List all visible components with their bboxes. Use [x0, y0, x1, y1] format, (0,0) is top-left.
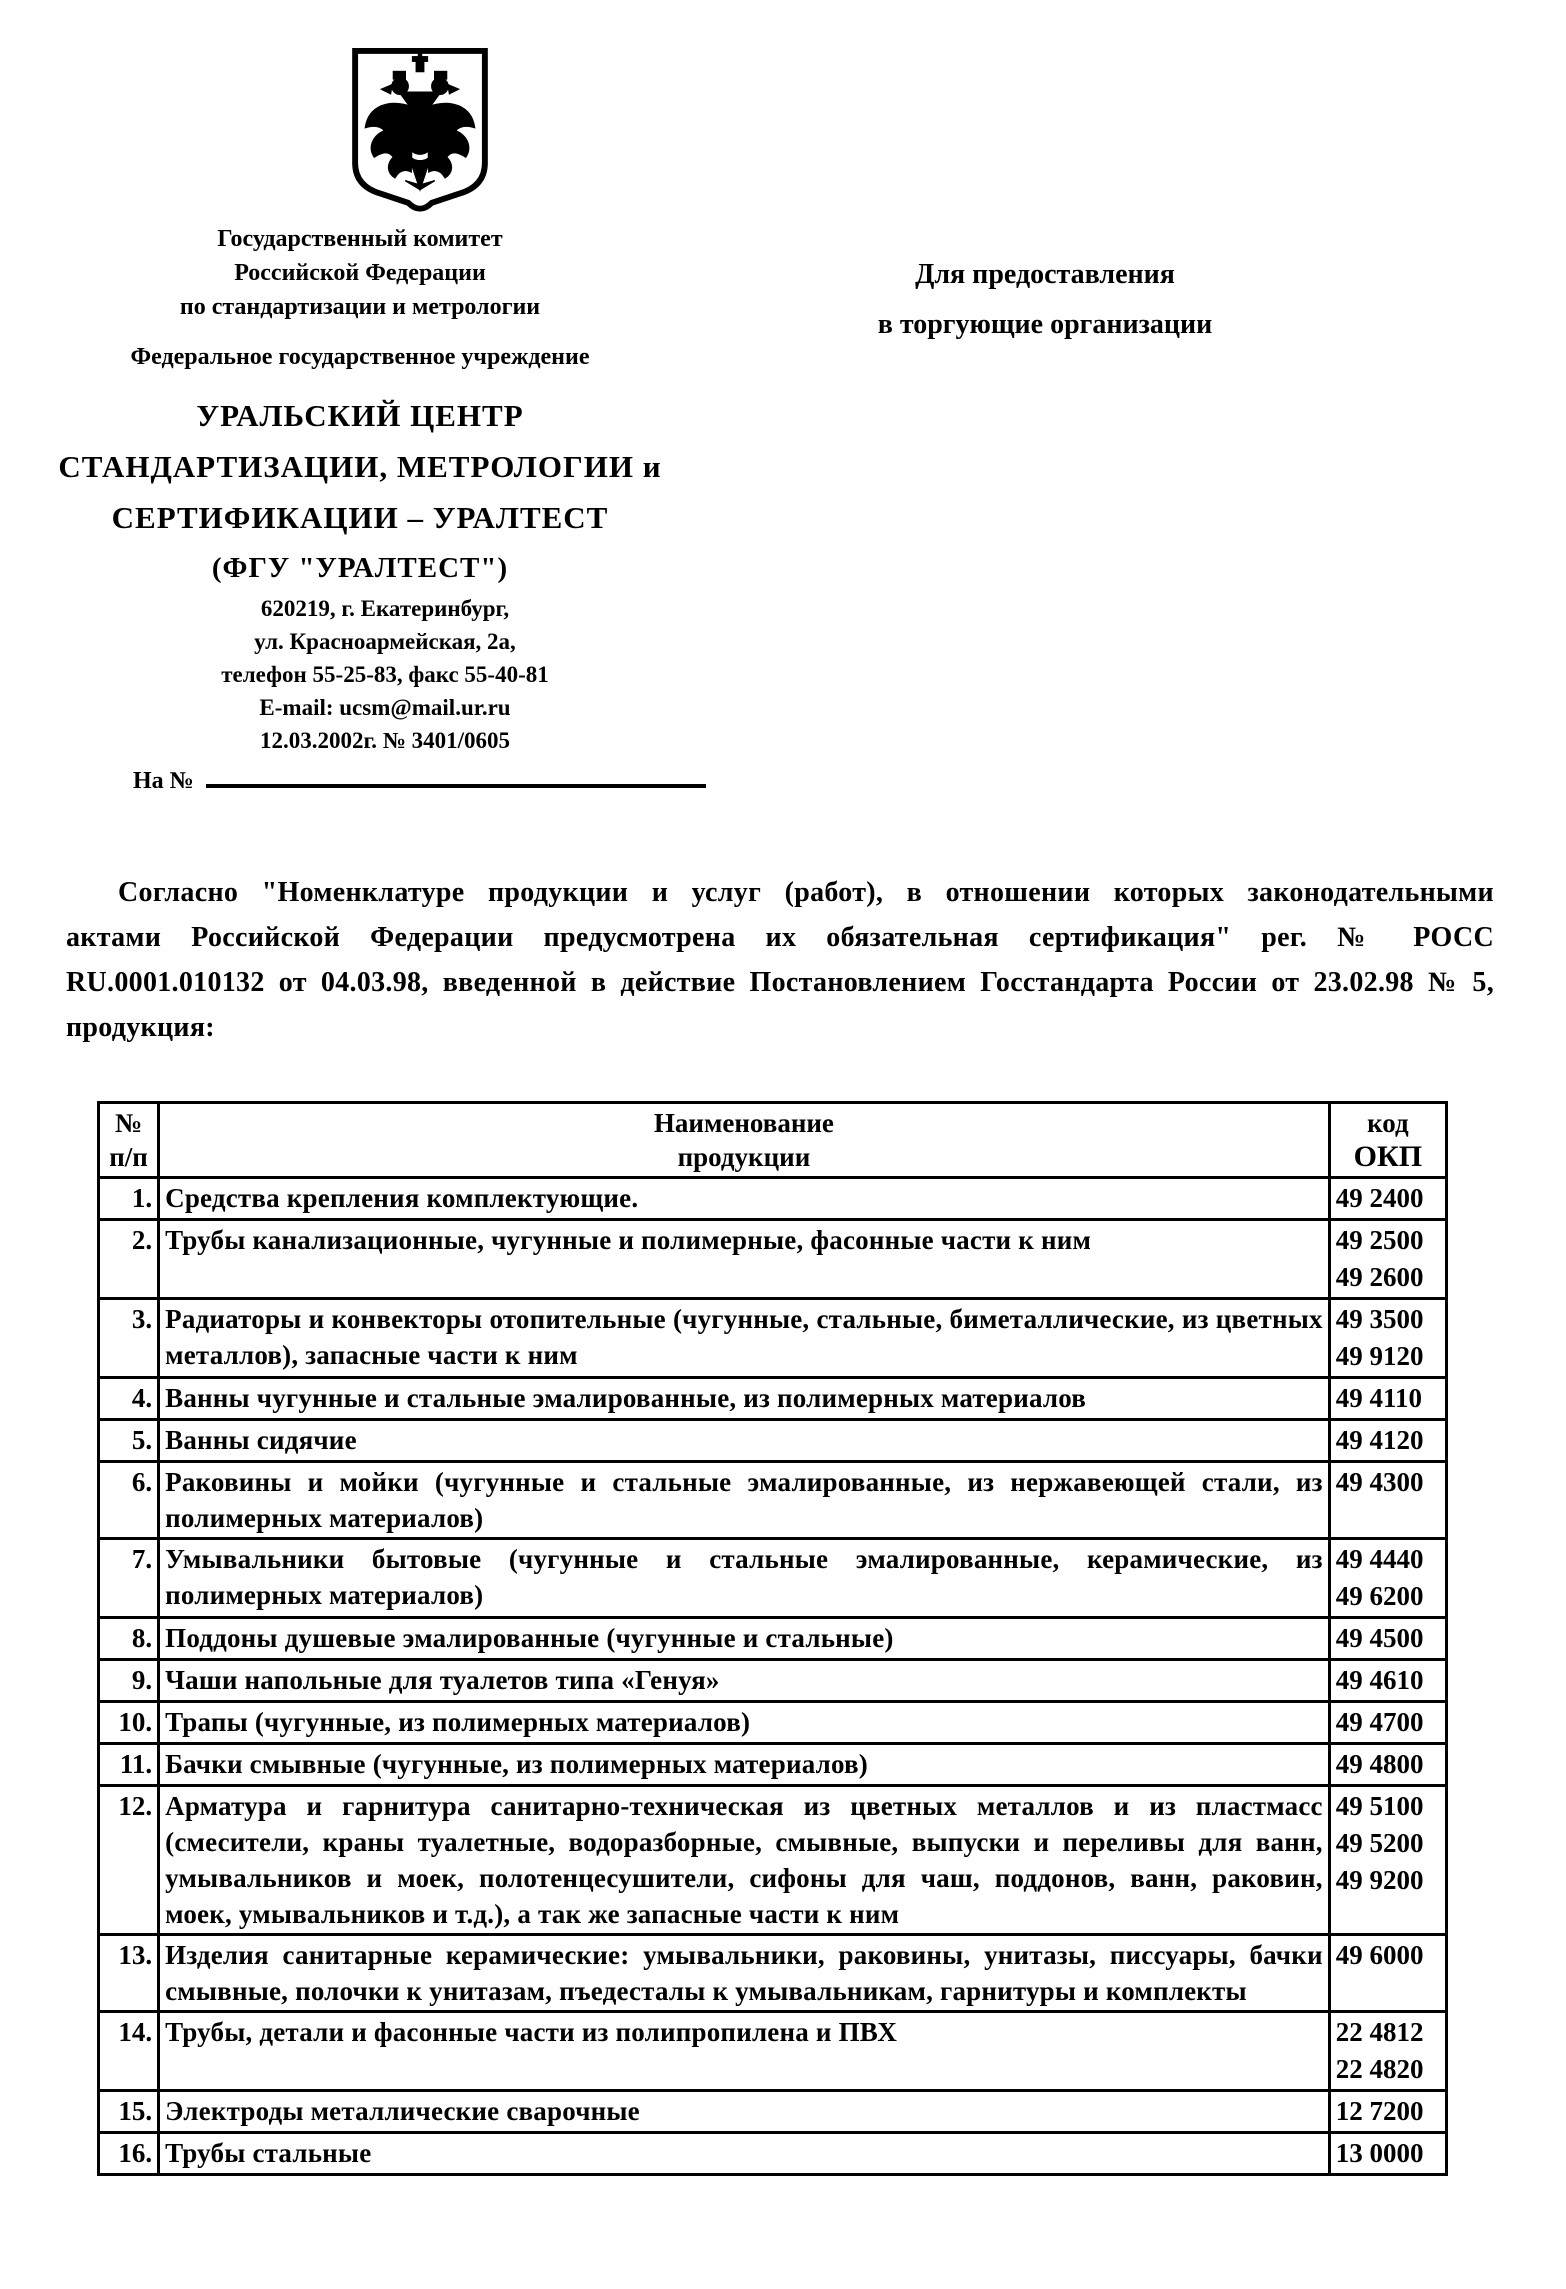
okp-code: 49 4440: [1335, 1544, 1424, 1574]
product-name: Умывальники бытовые (чугунные и стальные эмалированные, керамические, из полимерных материалов): [159, 1539, 1330, 1618]
header-code-line: ОКП: [1353, 1140, 1423, 1173]
table-row: [99, 1178, 1447, 1220]
okp-codes: [1329, 1378, 1446, 1420]
header-name-line: продукции: [677, 1142, 811, 1172]
okp-codes: [1329, 1220, 1446, 1299]
okp-code: 49 2600: [1335, 1262, 1424, 1292]
reference-label: На №: [133, 768, 194, 794]
product-name: Изделия санитарные керамические: умывальники, раковины, унитазы, писсуары, бачки смывные, полочки к унитазам, пъедесталы к умывальникам, гарнитуры и комплекты: [159, 1935, 1330, 2012]
table-row: [99, 2012, 1447, 2091]
org-name-line: УРАЛЬСКИЙ ЦЕНТР: [196, 398, 524, 433]
org-name-line: СЕРТИФИКАЦИИ – УРАЛТЕСТ: [111, 500, 609, 535]
row-number: 1.: [99, 1178, 159, 1220]
header-name-line: Наименование: [653, 1108, 834, 1138]
okp-code: 49 4300: [1335, 1467, 1424, 1497]
okp-code: 49 2400: [1335, 1183, 1424, 1213]
product-name: Чаши напольные для туалетов типа «Генуя»: [159, 1660, 1330, 1702]
okp-code: 49 4500: [1335, 1623, 1424, 1653]
table-row: [99, 1462, 1447, 1539]
table-row: [99, 1660, 1447, 1702]
committee-name: [60, 222, 660, 324]
okp-codes: [1329, 1618, 1446, 1660]
product-name: Арматура и гарнитура санитарно-техническая из цветных металлов и из пластмасс (смесители, краны туалетные, водоразборные, смывные, выпуски и переливы для ванн, умывальников и моек, полотенцесушители, сифоны для чаш, поддонов, ванн, раковин, моек, умывальников и т.д.), а так же запасные части к ним: [159, 1786, 1330, 1935]
okp-codes: [1329, 1786, 1446, 1935]
okp-code: 12 7200: [1335, 2096, 1424, 2126]
product-name: Раковины и мойки (чугунные и стальные эмалированные, из нержавеющей стали, из полимерных материалов): [159, 1462, 1330, 1539]
row-number: 4.: [99, 1378, 159, 1420]
okp-code: 13 0000: [1335, 2138, 1424, 2168]
committee-line: Российской Федерации: [234, 260, 486, 286]
row-number: 9.: [99, 1660, 159, 1702]
product-name: Бачки смывные (чугунные, из полимерных материалов): [159, 1744, 1330, 1786]
okp-code: 49 4800: [1335, 1749, 1424, 1779]
organization-name: [20, 390, 700, 594]
table-row: [99, 2091, 1447, 2133]
header-num: [99, 1103, 159, 1178]
table-row: [99, 1420, 1447, 1462]
table-row: [99, 1299, 1447, 1378]
table-row: [99, 2133, 1447, 2175]
recipient-note-line: в торгующие организации: [877, 309, 1213, 340]
org-short-name: (ФГУ "УРАЛТЕСТ"): [211, 552, 509, 584]
okp-code: 49 9120: [1335, 1341, 1424, 1371]
product-name: Поддоны душевые эмалированные (чугунные и стальные): [159, 1618, 1330, 1660]
okp-codes: [1329, 1744, 1446, 1786]
okp-code: 49 2500: [1335, 1225, 1424, 1255]
okp-code: 49 9200: [1335, 1865, 1424, 1895]
product-name: Электроды металлические сварочные: [159, 2091, 1330, 2133]
okp-codes: [1329, 1702, 1446, 1744]
russian-coat-of-arms-icon: [346, 45, 494, 219]
header-code-line: код: [1367, 1108, 1409, 1138]
okp-code: 49 6200: [1335, 1581, 1424, 1611]
header-num-line: п/п: [109, 1142, 148, 1172]
row-number: 14.: [99, 2012, 159, 2091]
row-number: 3.: [99, 1299, 159, 1378]
reference-blank-line: [206, 758, 706, 788]
row-number: 8.: [99, 1618, 159, 1660]
table-row: [99, 1220, 1447, 1299]
outgoing-number-line: 12.03.2002г. № 3401/0605: [259, 728, 511, 753]
address-line: E-mail: ucsm@mail.ur.ru: [259, 695, 511, 720]
okp-code: 49 4120: [1335, 1425, 1424, 1455]
okp-codes: [1329, 1935, 1446, 2012]
reference-number-line: [133, 758, 706, 795]
org-name-line: СТАНДАРТИЗАЦИИ, МЕТРОЛОГИИ и: [58, 449, 662, 484]
table-row: [99, 1618, 1447, 1660]
product-name: Ванны чугунные и стальные эмалированные, из полимерных материалов: [159, 1378, 1330, 1420]
okp-codes: [1329, 2133, 1446, 2175]
okp-code: 49 5200: [1335, 1828, 1424, 1858]
table-row: [99, 1539, 1447, 1618]
header-okp-code: [1329, 1103, 1446, 1178]
table-row: [99, 1702, 1447, 1744]
row-number: 7.: [99, 1539, 159, 1618]
okp-code: 22 4820: [1335, 2054, 1424, 2084]
product-name: Средства крепления комплектующие.: [159, 1178, 1330, 1220]
product-table-body: [99, 1178, 1447, 2175]
okp-code: 49 4610: [1335, 1665, 1424, 1695]
product-name: Трапы (чугунные, из полимерных материалов): [159, 1702, 1330, 1744]
address-line: телефон 55-25-83, факс 55-40-81: [221, 662, 549, 687]
okp-code: 22 4812: [1335, 2017, 1424, 2047]
address-line: 620219, г. Екатеринбург,: [260, 596, 510, 621]
okp-codes: [1329, 1462, 1446, 1539]
product-name: Радиаторы и конвекторы отопительные (чугунные, стальные, биметаллические, из цветных металлов), запасные части к ним: [159, 1299, 1330, 1378]
body-paragraph: Согласно "Номенклатуре продукции и услуг (работ), в отношении которых законодательными актами Российской Федерации предусмотрена их обязательная сертификация" рег. № РОСС RU.0001.010132 от 04.03.98, введенной в действие Постановлением Госстандарта России от 23.02.98 № 5, продукция:: [66, 877, 1494, 1043]
okp-codes: [1329, 1178, 1446, 1220]
table-row: [99, 1378, 1447, 1420]
row-number: 13.: [99, 1935, 159, 2012]
okp-codes: [1329, 1299, 1446, 1378]
header-product-name: [159, 1103, 1330, 1178]
product-name: Ванны сидячие: [159, 1420, 1330, 1462]
recipient-note: [845, 250, 1245, 350]
okp-code: 49 6000: [1335, 1940, 1424, 1970]
product-table: [97, 1101, 1448, 2176]
recipient-note-line: Для предоставления: [915, 259, 1175, 290]
product-name: Трубы, детали и фасонные части из полипропилена и ПВХ: [159, 2012, 1330, 2091]
product-name: Трубы канализационные, чугунные и полимерные, фасонные части к ним: [159, 1220, 1330, 1299]
okp-codes: [1329, 1420, 1446, 1462]
institution-type: Федеральное государственное учреждение: [130, 344, 590, 370]
okp-codes: [1329, 2091, 1446, 2133]
row-number: 10.: [99, 1702, 159, 1744]
row-number: 15.: [99, 2091, 159, 2133]
row-number: 11.: [99, 1744, 159, 1786]
okp-code: 49 4110: [1335, 1383, 1422, 1413]
table-row: [99, 1744, 1447, 1786]
table-header-row: [99, 1103, 1447, 1178]
table-row: [99, 1935, 1447, 2012]
product-name: Трубы стальные: [159, 2133, 1330, 2175]
address-line: ул. Красноармейская, 2а,: [254, 629, 516, 654]
okp-code: 49 4700: [1335, 1707, 1424, 1737]
okp-codes: [1329, 1660, 1446, 1702]
row-number: 5.: [99, 1420, 159, 1462]
table-row: [99, 1786, 1447, 1935]
address-block: [90, 592, 680, 757]
committee-line: Государственный комитет: [217, 226, 503, 252]
row-number: 2.: [99, 1220, 159, 1299]
okp-code: 49 5100: [1335, 1791, 1424, 1821]
okp-codes: [1329, 1539, 1446, 1618]
okp-codes: [1329, 2012, 1446, 2091]
row-number: 12.: [99, 1786, 159, 1935]
committee-line: по стандартизации и метрологии: [179, 294, 541, 320]
row-number: 6.: [99, 1462, 159, 1539]
header-num-line: №: [114, 1108, 143, 1138]
row-number: 16.: [99, 2133, 159, 2175]
okp-code: 49 3500: [1335, 1304, 1424, 1334]
